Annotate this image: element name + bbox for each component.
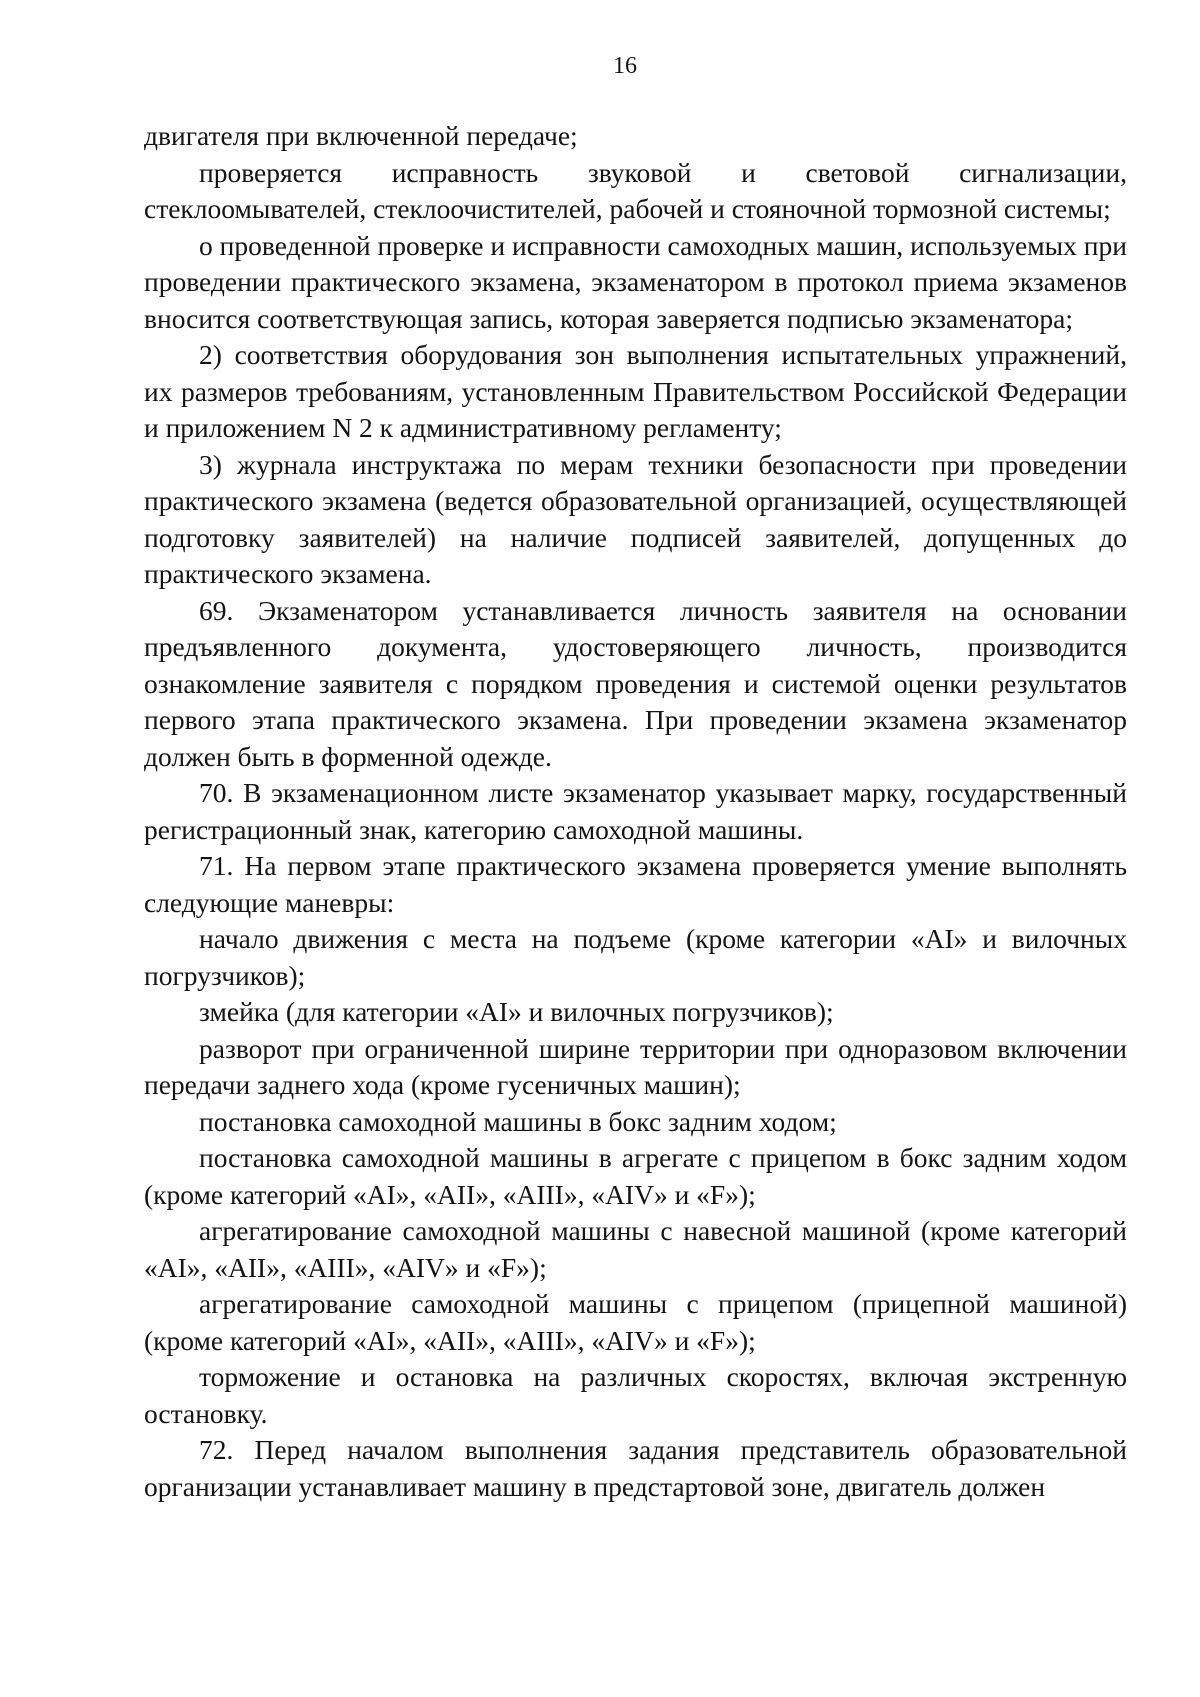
page-number: 16 <box>613 53 637 79</box>
paragraph: змейка (для категории «AI» и вилочных погрузчиков); <box>199 996 834 1027</box>
paragraph: проверяется исправность звуковой и световой сигнализации, стеклоомывателей, стеклоочистителей, рабочей и стояночной тормозной системы; <box>144 156 1127 224</box>
paragraph: начало движения с места на подъеме (кроме категории «AI» и вилочных погрузчиков); <box>144 923 1127 991</box>
paragraph: 71. На первом этапе практического экзамена проверяется умение выполнять следующие маневры: <box>144 850 1127 918</box>
paragraph: 2) соответствия оборудования зон выполнения испытательных упражнений, их размеров требованиям, установленным Правительством Российской Федерации и приложением N 2 к административному регламенту; <box>144 339 1127 443</box>
document-body <box>144 118 1127 1505</box>
paragraph: агрегатирование самоходной машины с прицепом (прицепной машиной) (кроме категорий «AI», «AII», «AIII», «AIV» и «F»); <box>144 1288 1127 1356</box>
paragraph: 69. Экзаменатором устанавливается личность заявителя на основании предъявленного документа, удостоверяющего личность, производится ознакомление заявителя с порядком проведения и системой оценки результатов первого этапа практического экзамена. При проведении экзамена экзаменатор должен быть в форменной одежде. <box>144 594 1127 772</box>
paragraph: 70. В экзаменационном листе экзаменатор указывает марку, государственный регистрационный знак, категорию самоходной машины. <box>144 777 1127 845</box>
paragraph: постановка самоходной машины в агрегате с прицепом в бокс задним ходом (кроме категорий «AI», «AII», «AIII», «AIV» и «F»); <box>144 1142 1127 1210</box>
paragraph: 72. Перед началом выполнения задания представитель образовательной организации устанавливает машину в предстартовой зоне, двигатель должен <box>144 1434 1127 1502</box>
paragraph: агрегатирование самоходной машины с навесной машиной (кроме категорий «AI», «AII», «AIII», «AIV» и «F»); <box>144 1215 1127 1283</box>
paragraph: о проведенной проверке и исправности самоходных машин, используемых при проведении практического экзамена, экзаменатором в протокол приема экзаменов вносится соответствующая запись, которая заверяется подписью экзаменатора; <box>144 229 1127 334</box>
paragraph: 3) журнала инструктажа по мерам техники безопасности при проведении практического экзамена (ведется образовательной организацией, осуществляющей подготовку заявителей) на наличие подписей заявителей, допущенных до практического экзамена. <box>144 448 1127 589</box>
paragraph: двигателя при включенной передаче; <box>144 120 578 151</box>
paragraph: постановка самоходной машины в бокс задним ходом; <box>199 1105 837 1137</box>
paragraph: разворот при ограниченной ширине территории при одноразовом включении передачи заднего хода (кроме гусеничных машин); <box>144 1032 1127 1100</box>
paragraph: торможение и остановка на различных скоростях, включая экстренную остановку. <box>144 1361 1127 1429</box>
